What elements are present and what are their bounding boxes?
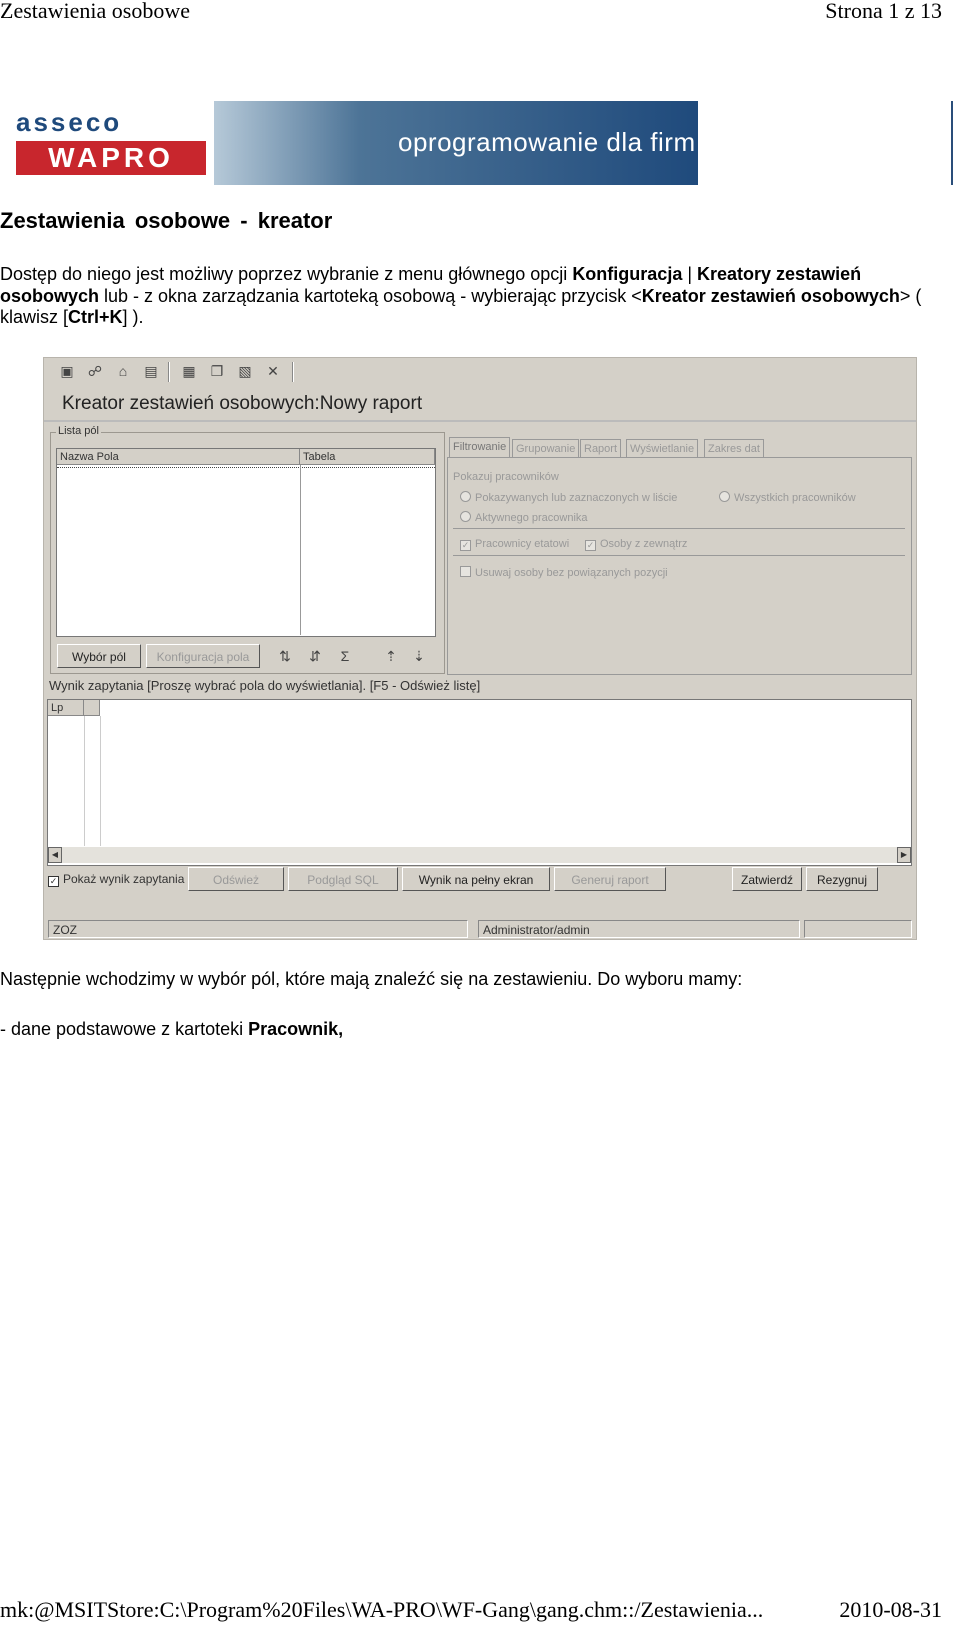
list-row-placeholder [57,467,435,468]
tab-date-range[interactable]: Zakres dat [704,439,764,458]
checkbox-external-label: Osoby z zewnątrz [600,538,688,550]
intro-text-4: > ( klawisz [ [0,285,922,327]
toolbar-save-icon[interactable]: ▤ [144,363,158,379]
checkbox-remove-unrelated[interactable] [460,566,668,579]
radio-icon [460,511,471,522]
intro-text-2: | [682,264,698,284]
fields-list[interactable] [56,448,436,637]
col-header-lp[interactable]: Lp [48,700,84,716]
tab-filtering[interactable]: Filtrowanie [449,437,510,458]
footer-path: mk:@MSITStore:C:\Program%20Files\WA-PRO\WF-Gang\gang.chm::/Zestawienia... [0,1597,764,1622]
status-user: Administrator/admin [478,920,800,938]
status-unit: ZOZ [48,920,468,938]
toolbar-separator [292,362,294,382]
sum-icon[interactable]: Σ [340,648,350,664]
intro-text-3: lub - z okna zarządzania kartoteką osobową - wybierając przycisk < [99,285,642,306]
intro-paragraph [0,264,935,329]
radio-all-employees[interactable] [719,491,856,504]
confirm-button[interactable]: Zatwierdź [732,867,802,891]
field-config-button[interactable]: Konfiguracja pola [146,644,260,668]
radio-active-label: Aktywnego pracownika [475,512,588,524]
toolbar-report-icon[interactable]: ▧ [238,363,252,379]
divider [453,555,905,556]
tab-report[interactable]: Raport [580,439,621,458]
grid-line [84,716,85,846]
sort-asc-icon[interactable]: ⇅ [279,648,291,664]
tab-grouping[interactable]: Grupowanie [512,439,579,458]
checkbox-staff[interactable] [460,538,569,551]
window-title: Kreator zestawień osobowych:Nowy raport [44,386,916,422]
col-header-table[interactable]: Tabela [300,449,435,465]
col-header-blank [84,700,100,716]
radio-shown-label: Pokazywanych lub zaznaczonych w liście [475,492,678,504]
move-up-icon[interactable]: ⇡ [385,648,397,664]
col-header-field-name[interactable]: Nazwa Pola [57,449,300,465]
page-indicator: Strona 1 z 13 [825,0,942,23]
radio-active-employee[interactable] [460,511,588,524]
intro-text-1: Dostęp do niego jest możliwy poprzez wybranie z menu głównego opcji [0,264,573,284]
toolbar-calendar-icon[interactable]: ▦ [182,363,196,379]
checkbox-icon [460,566,471,577]
banner-divider [951,101,953,185]
fields-group-label: Lista pól [58,425,99,437]
show-employees-label: Pokazuj pracowników [453,471,559,483]
refresh-button[interactable]: Odśwież [188,867,284,891]
logo-asseco-text: asseco [16,107,123,137]
tab-display[interactable]: Wyświetlanie [626,439,698,458]
grid-line [100,716,101,846]
list-item-text: - dane podstawowe z kartoteki [0,1019,249,1039]
radio-icon [719,491,730,502]
checkbox-staff-label: Pracownicy etatowi [475,538,570,550]
show-result-label: Pokaż wynik zapytania [63,872,185,886]
result-grid[interactable] [47,699,912,866]
footer-date: 2010-08-31 [839,1597,942,1622]
banner-slogan: oprogramowanie dla firm [398,127,696,157]
toolbar-employee-icon[interactable]: ▣ [60,363,74,379]
radio-icon [460,491,471,502]
cancel-button[interactable]: Rezygnuj [806,867,878,891]
document-title: Zestawienia osobowe [0,0,190,23]
checkbox-checked-icon: ✓ [586,540,595,550]
sql-preview-button[interactable]: Podgląd SQL [288,867,398,891]
checkbox-checked-icon: ✓ [49,876,58,886]
fullscreen-result-button[interactable]: Wynik na pełny ekran [402,867,550,891]
list-item-bold: Pracownik, [248,1019,344,1039]
horizontal-scrollbar[interactable] [48,847,911,863]
checkbox-checked-icon: ✓ [461,540,470,550]
toolbar-copy-icon[interactable]: ❐ [210,363,224,379]
toolbar [44,358,916,387]
show-result-checkbox[interactable] [48,872,184,887]
checkbox-remove-label: Usuwaj osoby bez powiązanych pozycji [475,567,668,579]
asseco-wapro-logo [14,101,214,185]
intro-bold-button: Kreator zestawień osobowych [641,285,900,306]
scroll-right-icon[interactable]: ▶ [897,847,911,863]
select-fields-button[interactable]: Wybór pól [57,644,141,668]
toolbar-separator [168,362,170,382]
intro-bold-shortcut: Ctrl+K [68,307,123,327]
sort-desc-icon[interactable]: ⇵ [309,648,321,664]
move-down-icon[interactable]: ⇣ [413,648,425,664]
paragraph-field-selection: Następnie wchodzimy w wybór pól, które mają znaleźć się na zestawieniu. Do wyboru mamy: [0,969,743,989]
radio-shown-employees[interactable] [460,491,677,504]
app-screenshot [43,357,917,940]
generate-report-button[interactable]: Generuj raport [554,867,666,891]
radio-all-label: Wszystkich pracowników [734,492,856,504]
checkbox-external[interactable] [585,538,687,551]
status-extra [804,920,912,938]
intro-bold-submenu: Kreatory zestawień osobowych [0,264,862,306]
column-divider [300,465,301,635]
scroll-left-icon[interactable]: ◀ [48,847,62,863]
intro-bold-menu: Konfiguracja [572,264,683,284]
list-item-employee-data [0,1019,343,1040]
intro-text-5: ] ). [122,307,144,327]
divider [453,528,905,529]
toolbar-home-icon[interactable]: ⌂ [118,363,128,379]
query-result-label: Wynik zapytania [Proszę wybrać pola do wyświetlania]. [F5 - Odśwież listę] [49,678,481,693]
wapro-banner [14,101,698,185]
toolbar-tools-icon[interactable]: ✕ [267,363,279,379]
section-heading: Zestawienia osobowe - kreator [0,208,333,233]
toolbar-structure-icon[interactable]: ☍ [87,363,103,379]
logo-wapro-text: WAPRO [16,141,206,175]
